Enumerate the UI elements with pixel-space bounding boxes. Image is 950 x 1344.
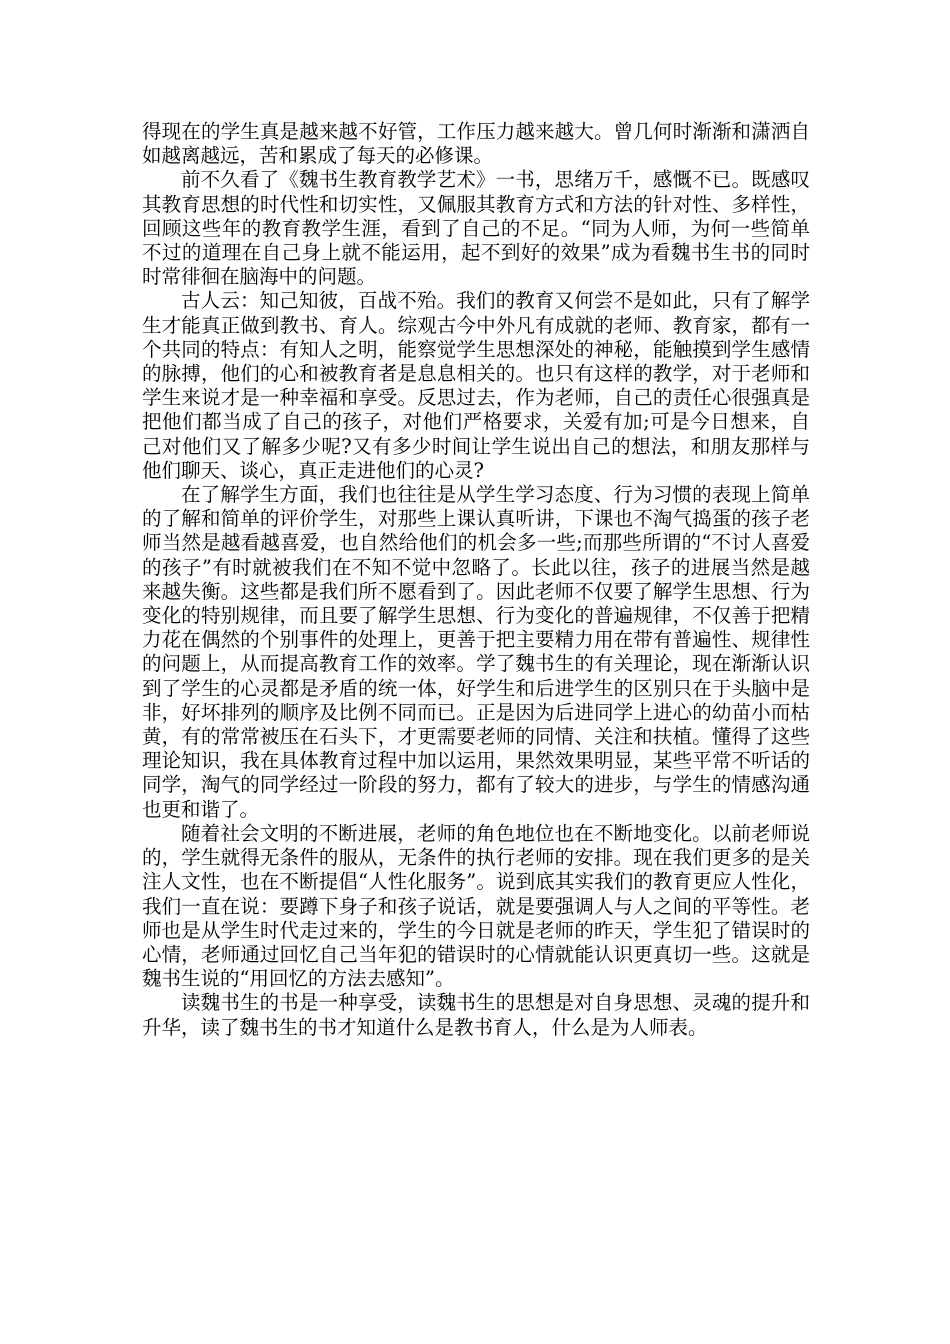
document-body xyxy=(142,120,810,1040)
paragraph-book-reflection: 前不久看了《魏书生教育教学艺术》一书，思绪万千，感慨不已。既感叹其教育思想的时代性和切实性，又佩服其教育方式和方法的针对性、多样性，回顾这些年的教育教学生涯，看到了自己的不足。“同为人师，为何一些简单不过的道理在自己身上就不能运用，起不到好的效果”成为看魏书生书的同时时常徘徊在脑海中的问题。 xyxy=(142,168,810,289)
paragraph-understanding-students: 在了解学生方面，我们也往往是从学生学习态度、行为习惯的表现上简单的了解和简单的评价学生，对那些上课认真听讲，下课也不淘气捣蛋的孩子老师当然是越看越喜爱，也自然给他们的机会多一些;而那些所谓的“不讨人喜爱的孩子”有时就被我们在不知不觉中忽略了。长此以往，孩子的进展当然是越来越失衡。这些都是我们所不愿看到了。因此老师不仅要了解学生思想、行为变化的特别规律，而且要了解学生思想、行为变化的普遍规律，不仅善于把精力花在偶然的个别事件的处理上，更善于把主要精力用在带有普遍性、规律性的问题上，从而提高教育工作的效率。学了魏书生的有关理论，现在渐渐认识到了学生的心灵都是矛盾的统一体，好学生和后进学生的区别只在于头脑中是非，好坏排列的顺序及比例不同而已。正是因为后进同学上进心的幼苗小而枯黄，有的常常被压在石头下，才更需要老师的同情、关注和扶植。懂得了这些理论知识，我在具体教育过程中加以运用，果然效果明显，某些平常不听话的同学，淘气的同学经过一阶段的努力，都有了较大的进步，与学生的情感沟通也更和谐了。 xyxy=(142,483,810,821)
paragraph-continuation: 得现在的学生真是越来越不好管，工作压力越来越大。曾几何时渐渐和潇洒自如越离越远，苦和累成了每天的必修课。 xyxy=(142,120,810,168)
paragraph-conclusion: 读魏书生的书是一种享受，读魏书生的思想是对自身思想、灵魂的提升和升华，读了魏书生的书才知道什么是教书育人，什么是为人师表。 xyxy=(142,991,810,1039)
paragraph-know-students: 古人云：知己知彼，百战不殆。我们的教育又何尝不是如此，只有了解学生才能真正做到教书、育人。综观古今中外凡有成就的老师、教育家，都有一个共同的特点：有知人之明，能察觉学生思想深处的神秘，能触摸到学生感情的脉搏，他们的心和被教育者是息息相关的。也只有这样的教学，对于老师和学生来说才是一种幸福和享受。反思过去，作为老师，自己的责任心很强真是把他们都当成了自己的孩子，对他们严格要求，关爱有加;可是今日想来，自己对他们又了解多少呢?又有多少时间让学生说出自己的想法，和朋友那样与他们聊天、谈心，真正走进他们的心灵? xyxy=(142,289,810,482)
paragraph-teacher-role: 随着社会文明的不断进展，老师的角色地位也在不断地变化。以前老师说的，学生就得无条件的服从，无条件的执行老师的安排。现在我们更多的是关注人文性，也在不断提倡“人性化服务”。说到底其实我们的教育更应人性化，我们一直在说：要蹲下身子和孩子说话，就是要强调人与人之间的平等性。老师也是从学生时代走过来的，学生的今日就是老师的昨天，学生犯了错误时的心情，老师通过回忆自己当年犯的错误时的心情就能认识更真切一些。这就是魏书生说的“用回忆的方法去感知”。 xyxy=(142,821,810,991)
